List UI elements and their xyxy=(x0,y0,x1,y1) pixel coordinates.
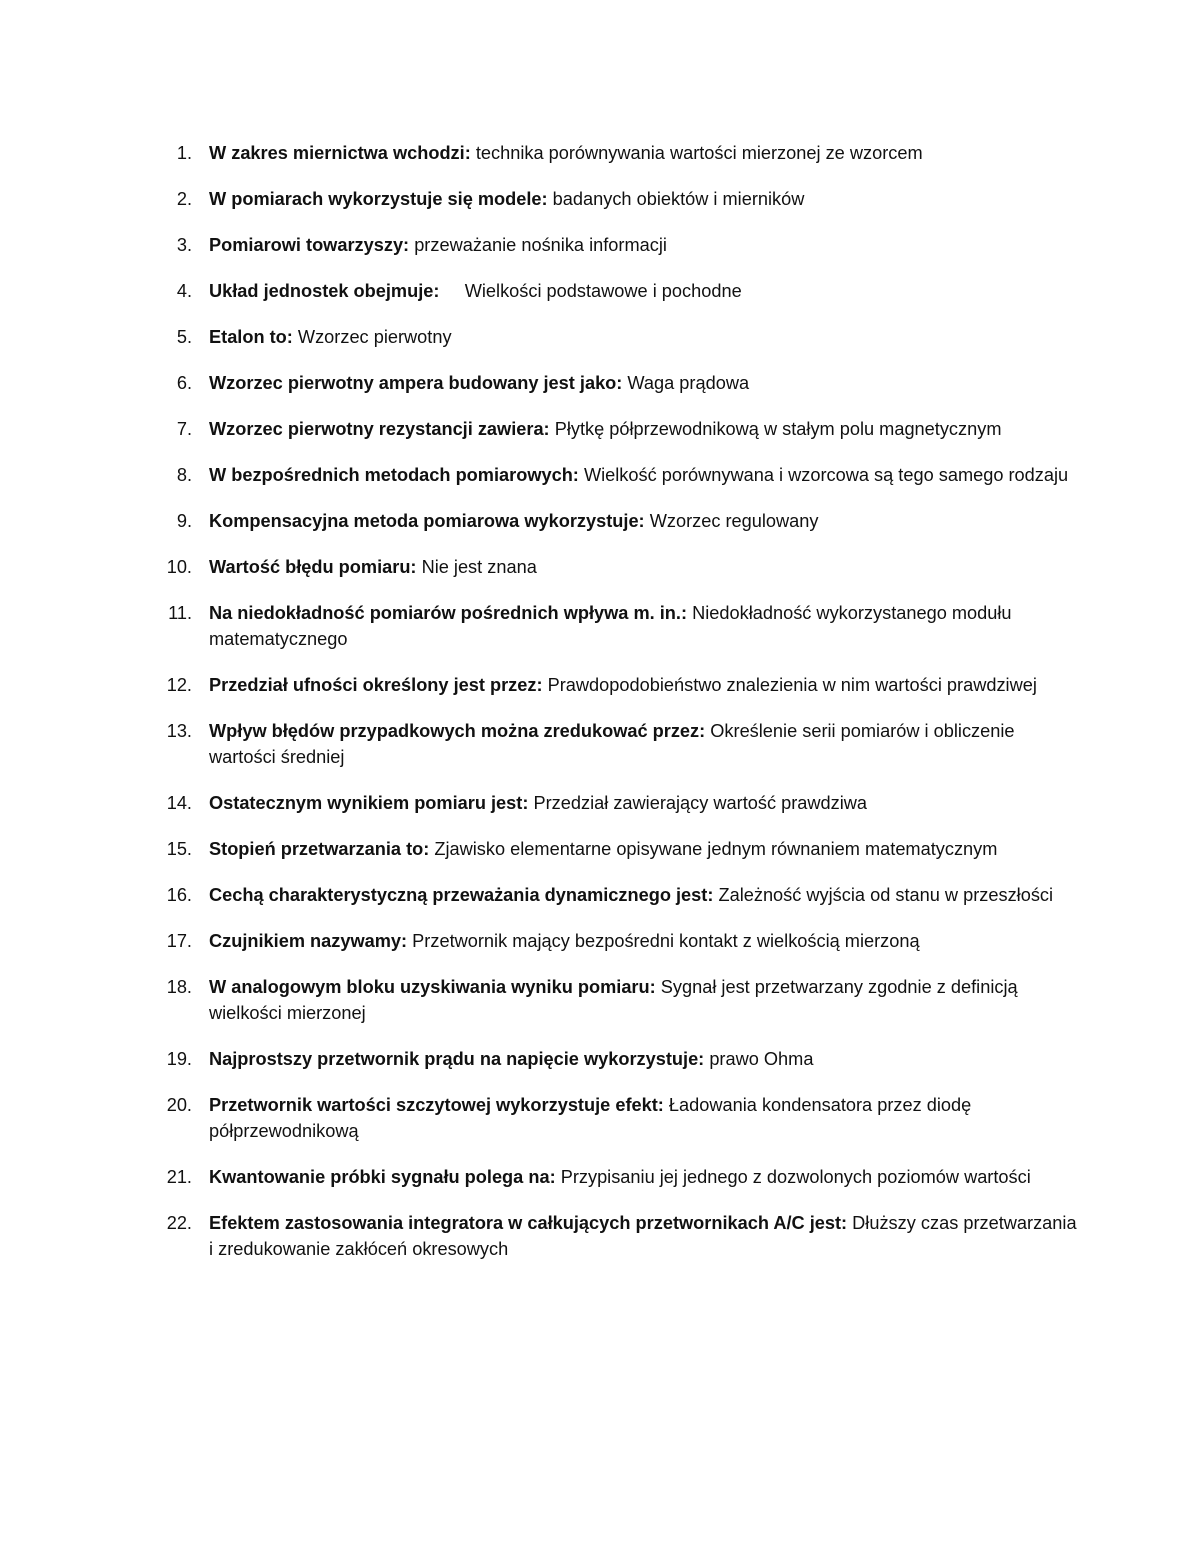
list-item xyxy=(0,462,1200,488)
answer-text: Określenie serii pomiarów i obliczenie wartości średniej xyxy=(209,721,1015,767)
question-answer-list xyxy=(0,140,1200,1282)
item-number: 15. xyxy=(166,839,192,859)
answer-text: Płytkę półprzewodnikową w stałym polu magnetycznym xyxy=(554,419,1002,439)
question-text: Przetwornik wartości szczytowej wykorzystuje efekt: xyxy=(209,1095,664,1115)
item-number: 5. xyxy=(176,327,192,347)
list-item xyxy=(0,1046,1200,1072)
question-text: Najprostszy przetwornik prądu na napięcie wykorzystuje: xyxy=(209,1049,705,1069)
answer-text: Zjawisko elementarne opisywane jednym równaniem matematycznym xyxy=(434,839,998,859)
item-number: 4. xyxy=(176,281,192,301)
question-text: Kompensacyjna metoda pomiarowa wykorzystuje: xyxy=(209,511,645,531)
item-number: 7. xyxy=(176,419,192,439)
answer-text: Przetwornik mający bezpośredni kontakt z wielkością mierzoną xyxy=(412,931,920,951)
question-text: Wpływ błędów przypadkowych można zredukować przez: xyxy=(209,721,706,741)
item-number: 18. xyxy=(166,977,192,997)
list-item xyxy=(0,508,1200,534)
item-number: 11. xyxy=(168,603,192,623)
list-item xyxy=(0,790,1200,816)
item-number: 20. xyxy=(166,1095,192,1115)
item-number: 13. xyxy=(166,721,192,741)
list-item xyxy=(0,672,1200,698)
question-text: Kwantowanie próbki sygnału polega na: xyxy=(209,1167,556,1187)
list-item xyxy=(0,416,1200,442)
item-number: 6. xyxy=(176,373,192,393)
list-item xyxy=(0,232,1200,258)
answer-text: Niedokładność wykorzystanego modułu matematycznego xyxy=(209,603,1012,649)
answer-text: Nie jest znana xyxy=(421,557,537,577)
answer-text: prawo Ohma xyxy=(709,1049,814,1069)
list-item xyxy=(0,186,1200,212)
item-number: 1. xyxy=(176,143,192,163)
question-text: W bezpośrednich metodach pomiarowych: xyxy=(209,465,579,485)
list-item xyxy=(0,1164,1200,1190)
item-number: 14. xyxy=(166,793,192,813)
list-item xyxy=(0,882,1200,908)
answer-text: Zależność wyjścia od stanu w przeszłości xyxy=(718,885,1054,905)
item-number: 9. xyxy=(176,511,192,531)
question-text: W zakres miernictwa wchodzi: xyxy=(209,143,471,163)
list-item xyxy=(0,370,1200,396)
question-text: Efektem zastosowania integratora w całkujących przetwornikach A/C jest: xyxy=(209,1213,848,1233)
item-number: 21. xyxy=(166,1167,192,1187)
question-text: W pomiarach wykorzystuje się modele: xyxy=(209,189,548,209)
answer-text: Wzorzec regulowany xyxy=(649,511,819,531)
question-text: Cechą charakterystyczną przeważania dynamicznego jest: xyxy=(209,885,714,905)
question-text: Wartość błędu pomiaru: xyxy=(209,557,417,577)
list-item xyxy=(0,600,1200,652)
list-item xyxy=(0,1210,1200,1262)
list-item xyxy=(0,554,1200,580)
item-number: 3. xyxy=(176,235,192,255)
list-item xyxy=(0,718,1200,770)
answer-text: Waga prądowa xyxy=(627,373,750,393)
answer-text: Wzorzec pierwotny xyxy=(297,327,452,347)
list-item xyxy=(0,1092,1200,1144)
question-text: Wzorzec pierwotny rezystancji zawiera: xyxy=(209,419,550,439)
answer-text: Prawdopodobieństwo znalezienia w nim wartości prawdziwej xyxy=(547,675,1037,695)
question-text: Stopień przetwarzania to: xyxy=(209,839,430,859)
answer-text: technika porównywania wartości mierzonej ze wzorcem xyxy=(475,143,923,163)
question-text: Ostatecznym wynikiem pomiaru jest: xyxy=(209,793,529,813)
item-number: 16. xyxy=(166,885,192,905)
answer-text: Wielkość porównywana i wzorcowa są tego samego rodzaju xyxy=(583,465,1069,485)
question-text: W analogowym bloku uzyskiwania wyniku pomiaru: xyxy=(209,977,656,997)
answer-text: Przedział zawierający wartość prawdziwa xyxy=(533,793,868,813)
item-number: 10. xyxy=(166,557,192,577)
item-number: 22. xyxy=(166,1213,192,1233)
answer-text: Przypisaniu jej jednego z dozwolonych poziomów wartości xyxy=(560,1167,1031,1187)
item-number: 12. xyxy=(166,675,192,695)
item-number: 17. xyxy=(166,931,192,951)
question-text: Układ jednostek obejmuje: xyxy=(209,281,440,301)
answer-text: Wielkości podstawowe i pochodne xyxy=(464,281,742,301)
item-number: 2. xyxy=(176,189,192,209)
list-item xyxy=(0,324,1200,350)
answer-text: Dłuższy czas przetwarzania i zredukowanie zakłóceń okresowych xyxy=(209,1213,1077,1259)
list-item xyxy=(0,278,1200,304)
question-text: Na niedokładność pomiarów pośrednich wpływa m. in.: xyxy=(209,603,688,623)
answer-text: badanych obiektów i mierników xyxy=(552,189,805,209)
answer-text: przeważanie nośnika informacji xyxy=(414,235,667,255)
question-text: Wzorzec pierwotny ampera budowany jest jako: xyxy=(209,373,623,393)
answer-text: Sygnał jest przetwarzany zgodnie z definicją wielkości mierzonej xyxy=(209,977,1018,1023)
list-item xyxy=(0,974,1200,1026)
list-item xyxy=(0,928,1200,954)
list-item xyxy=(0,140,1200,166)
item-number: 8. xyxy=(176,465,192,485)
question-text: Czujnikiem nazywamy: xyxy=(209,931,408,951)
question-text: Etalon to: xyxy=(209,327,293,347)
question-text: Pomiarowi towarzyszy: xyxy=(209,235,410,255)
item-number: 19. xyxy=(166,1049,192,1069)
list-item xyxy=(0,836,1200,862)
answer-text: Ładowania kondensatora przez diodę półprzewodnikową xyxy=(209,1095,972,1141)
question-text: Przedział ufności określony jest przez: xyxy=(209,675,543,695)
